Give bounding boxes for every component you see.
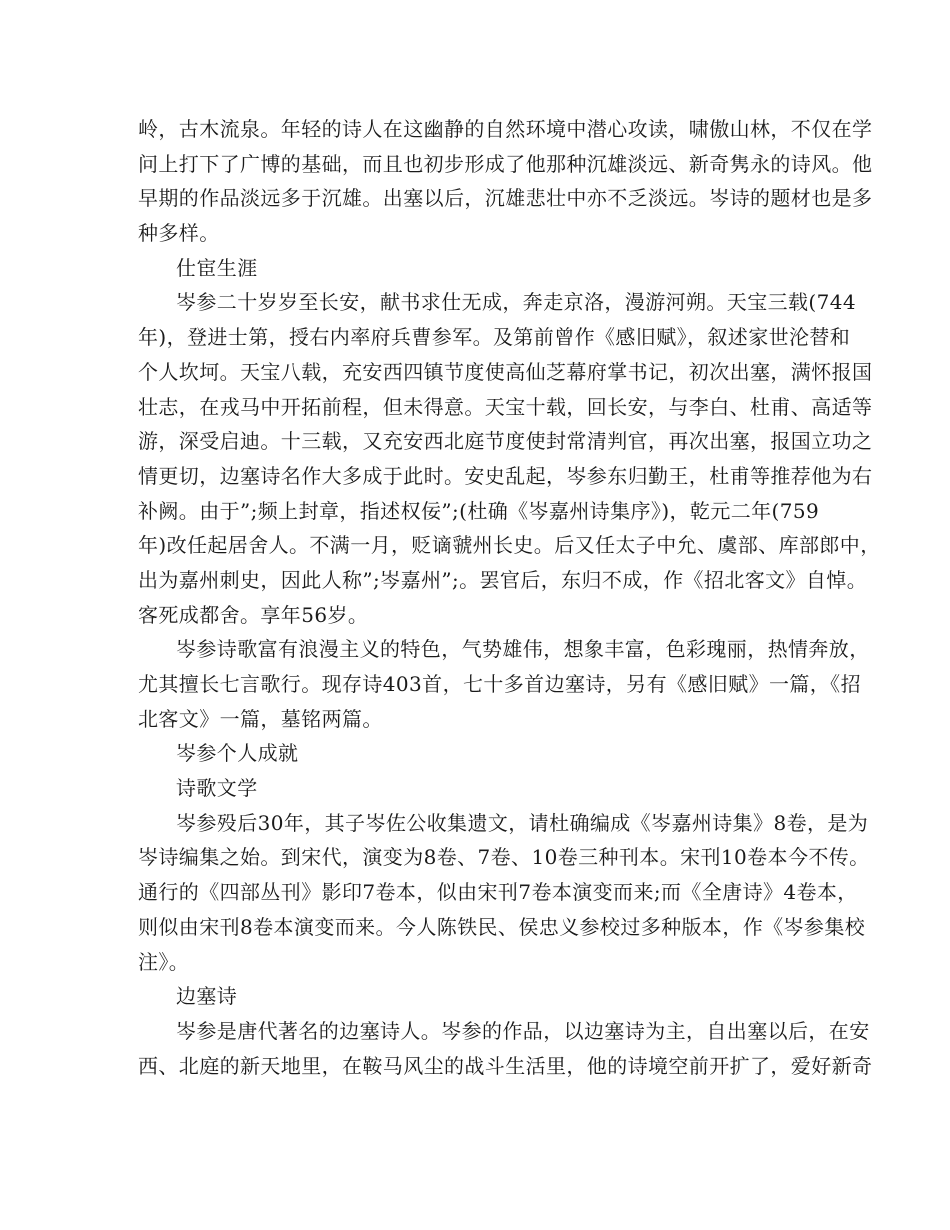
text-line: 则似由宋刊8卷本演变而来。今人陈铁民、侯忠义参校过多种版本，作《岑参集校 bbox=[138, 914, 866, 939]
text-line: 通行的《四部丛刊》影印7卷本，似由宋刊7卷本演变而来;而《全唐诗》4卷本， bbox=[138, 880, 858, 905]
text-line: 游，深受启迪。十三载，又充安西北庭节度使封常清判官，再次出塞，报国立功之 bbox=[138, 429, 873, 454]
text-line: 情更切，边塞诗名作大多成于此时。安史乱起，岑参东归勤王，杜甫等推荐他为右 bbox=[138, 463, 873, 488]
text-line: 北客文》一篇，墓铭两篇。 bbox=[138, 706, 383, 731]
text-line: 西、北庭的新天地里，在鞍马风尘的战斗生活里，他的诗境空前开扩了，爱好新奇 bbox=[138, 1053, 873, 1078]
text-line: 问上打下了广博的基础，而且也初步形成了他那种沉雄淡远、新奇隽永的诗风。他 bbox=[138, 151, 873, 176]
text-line: 岭，古木流泉。年轻的诗人在这幽静的自然环境中潜心攻读，啸傲山林，不仅在学 bbox=[138, 117, 873, 141]
paragraph-start: 岑参是唐代著名的边塞诗人。岑参的作品，以边塞诗为主，自出塞以后，在安 bbox=[176, 1018, 870, 1043]
text-line: 年)改任起居舍人。不满一月，贬谪虢州长史。后又任太子中允、虞部、库部郎中， bbox=[138, 533, 881, 558]
text-line: 年)，登进士第，授右内率府兵曹参军。及第前曾作《感旧赋》，叙述家世沦替和 bbox=[138, 325, 851, 350]
section-heading-career: 仕宦生涯 bbox=[176, 255, 258, 280]
text-line: 壮志，在戎马中开拓前程，但未得意。天宝十载，回长安，与李白、杜甫、高适等 bbox=[138, 394, 873, 419]
section-heading-poetry: 诗歌文学 bbox=[176, 776, 258, 801]
text-line: 出为嘉州刺史，因此人称”;岑嘉州”;。罢官后，东归不成，作《招北客文》自悼。 bbox=[138, 567, 868, 592]
text-line: 早期的作品淡远多于沉雄。出塞以后，沉雄悲壮中亦不乏淡远。岑诗的题材也是多 bbox=[138, 186, 873, 211]
section-heading-frontier-poems: 边塞诗 bbox=[176, 984, 238, 1009]
text-line: 岑诗编集之始。到宋代，演变为8卷、7卷、10卷三种刊本。宋刊10卷本今不传。 bbox=[138, 845, 870, 870]
text-line: 尤其擅长七言歌行。现存诗403首，七十多首边塞诗，另有《感旧赋》一篇，《招 bbox=[138, 672, 861, 696]
text-line: 种多样。 bbox=[138, 221, 220, 246]
text-line: 个人坎坷。天宝八载，充安西四镇节度使高仙芝幕府掌书记，初次出塞，满怀报国 bbox=[138, 359, 873, 384]
text-line: 客死成都舍。享年56岁。 bbox=[138, 602, 369, 627]
paragraph-start: 岑参二十岁岁至长安，献书求仕无成，奔走京洛，漫游河朔。天宝三载(744 bbox=[176, 290, 856, 315]
section-heading-achievements: 岑参个人成就 bbox=[176, 741, 299, 766]
paragraph-start: 岑参殁后30年，其子岑佐公收集遗文，请杜确编成《岑嘉州诗集》8卷，是为 bbox=[176, 810, 869, 835]
paragraph-start: 岑参诗歌富有浪漫主义的特色，气势雄伟，想象丰富，色彩瑰丽，热情奔放， bbox=[176, 637, 870, 662]
document-body bbox=[138, 112, 881, 1083]
text-line: 注》。 bbox=[138, 949, 190, 974]
text-line: 补阙。由于”;频上封章，指述权佞”;(杜确《岑嘉州诗集序》)，乾元二年(759 bbox=[138, 498, 820, 523]
